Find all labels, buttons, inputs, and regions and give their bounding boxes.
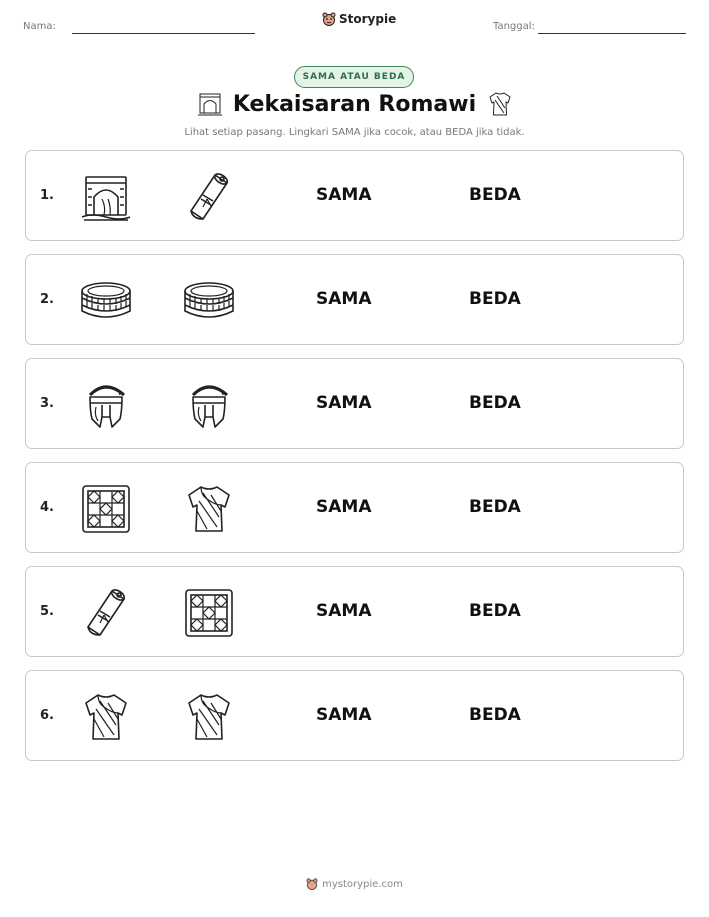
different-option[interactable]: BEDA (469, 185, 521, 205)
same-option[interactable]: SAMA (316, 289, 372, 309)
date-label: Tanggal: (493, 21, 535, 32)
scroll-icon (78, 585, 134, 641)
question-number: 4. (40, 500, 54, 515)
brand-logo (322, 12, 396, 26)
question-row (25, 254, 684, 345)
different-option[interactable]: BEDA (469, 289, 521, 309)
toga-icon (181, 689, 237, 745)
instructions: Lihat setiap pasang. Lingkari SAMA jika cocok, atau BEDA jika tidak. (184, 127, 525, 138)
toga-icon (486, 90, 514, 122)
toga-icon (78, 689, 134, 745)
page-title: Kekaisaran Romawi (232, 92, 477, 117)
different-option[interactable]: BEDA (469, 601, 521, 621)
same-option[interactable]: SAMA (316, 497, 372, 517)
roman-helmet-icon (78, 377, 134, 433)
question-row (25, 566, 684, 657)
footer (0, 878, 709, 890)
different-option[interactable]: BEDA (469, 497, 521, 517)
question-row (25, 358, 684, 449)
aqueduct-arch-icon (78, 169, 134, 225)
question-number: 1. (40, 188, 54, 203)
storypie-mascot-icon (322, 12, 336, 26)
same-option[interactable]: SAMA (316, 393, 372, 413)
title-row (0, 90, 709, 124)
roman-helmet-icon (181, 377, 237, 433)
question-number: 5. (40, 604, 54, 619)
toga-icon (181, 481, 237, 537)
question-number: 2. (40, 292, 54, 307)
colosseum-icon (78, 273, 134, 329)
name-label: Nama: (23, 21, 56, 32)
mosaic-tile-icon (181, 585, 237, 641)
colosseum-icon (181, 273, 237, 329)
question-number: 6. (40, 708, 54, 723)
scroll-icon (181, 169, 237, 225)
date-line (538, 33, 686, 34)
different-option[interactable]: BEDA (469, 393, 521, 413)
storypie-mascot-icon (306, 878, 318, 890)
worksheet-type-badge: SAMA ATAU BEDA (294, 66, 414, 88)
same-option[interactable]: SAMA (316, 601, 372, 621)
name-line (72, 33, 255, 34)
question-row (25, 462, 684, 553)
question-number: 3. (40, 396, 54, 411)
question-row (25, 150, 684, 241)
different-option[interactable]: BEDA (469, 705, 521, 725)
question-row (25, 670, 684, 761)
same-option[interactable]: SAMA (316, 705, 372, 725)
footer-url[interactable]: mystorypie.com (322, 878, 403, 890)
worksheet-header (0, 0, 709, 50)
same-option[interactable]: SAMA (316, 185, 372, 205)
brand-name: Storypie (339, 12, 397, 26)
mosaic-tile-icon (78, 481, 134, 537)
